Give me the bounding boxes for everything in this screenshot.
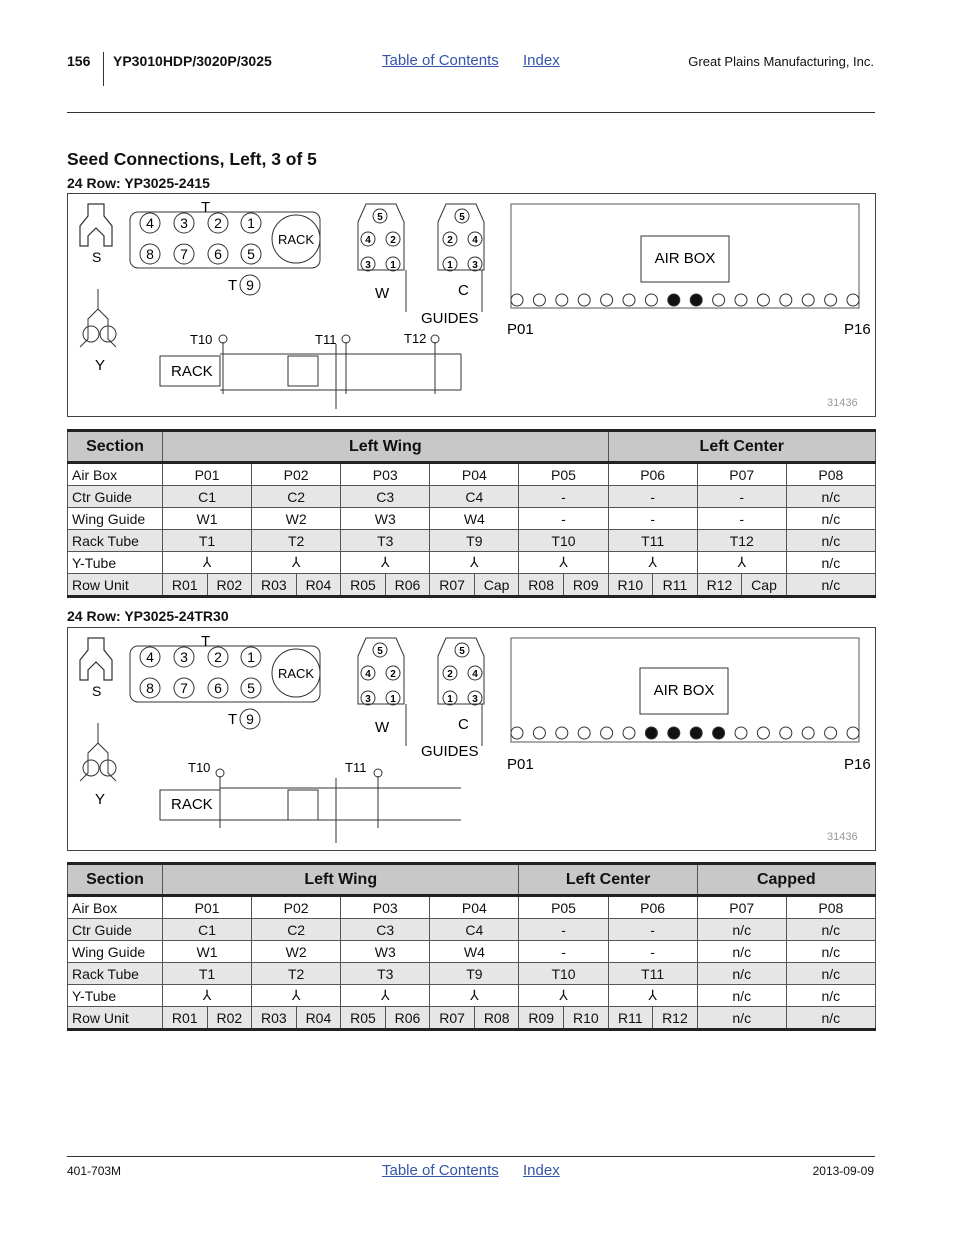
label-t9: T <box>228 277 238 294</box>
label-t: T <box>201 633 211 650</box>
header-rule <box>67 112 875 113</box>
w-port: 3 <box>365 694 371 705</box>
hopper-port: 4 <box>146 215 154 231</box>
col-header-left-center: Left Center <box>608 431 875 463</box>
hopper-port: 2 <box>214 215 222 231</box>
air-box-port <box>601 727 613 739</box>
w-port: 2 <box>390 235 396 246</box>
port-9: 9 <box>246 277 254 293</box>
footer-index-link[interactable]: Index <box>523 1162 560 1179</box>
index-link[interactable]: Index <box>523 52 560 69</box>
p01-label: P01 <box>507 756 534 773</box>
air-box-port <box>668 727 680 739</box>
hopper-port: 5 <box>247 246 255 262</box>
table-row: Air Box P01 P02 P03 P04 P05 P06 P07 P08 <box>68 463 876 486</box>
air-box-port <box>802 727 814 739</box>
footer-toc-link[interactable]: Table of Contents <box>382 1162 499 1179</box>
table-row: Y-Tube ⅄ ⅄ ⅄ ⅄ ⅄ ⅄ ⅄ n/c <box>68 552 876 574</box>
c-port: 1 <box>447 694 453 705</box>
table-row: Row Unit R01 R02 R03 R04 R05 R06 R07 R08 R09 R10 R11 R12 n/c n/c <box>68 1007 876 1030</box>
col-header-left-wing: Left Wing <box>163 864 519 896</box>
air-box-port <box>757 727 769 739</box>
air-box-port <box>713 727 725 739</box>
col-header-section: Section <box>68 864 163 896</box>
tube-label: T12 <box>404 331 427 346</box>
c-port: 2 <box>447 235 453 246</box>
tube-label: T10 <box>188 760 211 775</box>
hopper-port: 1 <box>247 649 255 665</box>
c-port: 3 <box>472 260 478 271</box>
col-header-left-center: Left Center <box>519 864 697 896</box>
p01-label: P01 <box>507 321 534 338</box>
label-s: S <box>92 683 102 699</box>
p16-label: P16 <box>844 321 871 338</box>
section2-table <box>67 862 876 1031</box>
air-box-port <box>623 727 635 739</box>
label-y: Y <box>95 357 106 374</box>
w-port: 4 <box>365 235 371 246</box>
hopper-port: 6 <box>214 680 222 696</box>
table-row: Row Unit R01 R02 R03 R04 R05 R06 R07 Cap R08 R09 R10 R11 R12 Cap n/c <box>68 574 876 597</box>
label-w: W <box>375 285 390 302</box>
air-box-port <box>601 294 613 306</box>
y-tube-icon <box>80 289 116 347</box>
w-port: 5 <box>377 646 383 657</box>
hopper-port: 7 <box>180 680 188 696</box>
hopper-manifold <box>130 212 320 295</box>
w-port: 2 <box>390 669 396 680</box>
air-box-port <box>825 727 837 739</box>
air-box-port <box>825 294 837 306</box>
table-row: Rack Tube T1 T2 T3 T9 T10 T11 n/c n/c <box>68 963 876 985</box>
air-box-port <box>690 294 702 306</box>
label-w: W <box>375 719 390 736</box>
air-box-port <box>847 727 859 739</box>
air-box-port <box>533 727 545 739</box>
figure-number: 31436 <box>827 397 858 409</box>
air-box-port <box>735 294 747 306</box>
table-row: Wing Guide W1 W2 W3 W4 - - n/c n/c <box>68 941 876 963</box>
air-box-port <box>623 294 635 306</box>
doc-code: 401-703M <box>67 1164 122 1178</box>
air-box-port <box>690 727 702 739</box>
col-header-section: Section <box>68 431 163 463</box>
air-box-port <box>713 294 725 306</box>
air-box-port <box>578 727 590 739</box>
section2-subtitle: 24 Row: YP3025-24TR30 <box>67 608 229 624</box>
hopper-port: 5 <box>247 680 255 696</box>
col-header-left-wing: Left Wing <box>163 431 609 463</box>
section1-table <box>67 429 876 598</box>
rack-bottom-label: RACK <box>171 796 213 813</box>
table-row: Ctr Guide C1 C2 C3 C4 - - n/c n/c <box>68 919 876 941</box>
p16-label: P16 <box>844 756 871 773</box>
company-name: Great Plains Manufacturing, Inc. <box>688 54 874 69</box>
section1-subtitle: 24 Row: YP3025-2415 <box>67 175 210 191</box>
air-box-port <box>757 294 769 306</box>
guides-label: GUIDES <box>421 743 479 760</box>
air-box-port <box>533 294 545 306</box>
air-box-port <box>578 294 590 306</box>
air-box-ports <box>511 294 859 306</box>
rack-top-label: RACK <box>277 232 315 247</box>
air-box-ports <box>511 727 859 739</box>
s-splitter-icon <box>80 204 112 246</box>
s-splitter-icon <box>80 638 112 680</box>
w-port: 1 <box>390 694 396 705</box>
label-t: T <box>201 199 211 216</box>
hopper-port: 8 <box>146 246 154 262</box>
hopper-manifold <box>130 646 320 729</box>
table-row: Rack Tube T1 T2 T3 T9 T10 T11 T12 n/c <box>68 530 876 552</box>
page-title: Seed Connections, Left, 3 of 5 <box>67 149 317 169</box>
rack-bottom-label: RACK <box>171 363 213 380</box>
air-box-port <box>645 727 657 739</box>
hopper-port: 8 <box>146 680 154 696</box>
section2-diagram <box>67 627 876 851</box>
air-box-port <box>668 294 680 306</box>
air-box-label: AIR BOX <box>654 250 716 267</box>
w-port: 5 <box>377 212 383 223</box>
w-port: 1 <box>390 260 396 271</box>
air-box-label: AIR BOX <box>653 682 715 699</box>
footer-rule <box>67 1156 875 1157</box>
tube-label: T11 <box>345 760 367 775</box>
w-port: 4 <box>365 669 371 680</box>
air-box-port <box>511 727 523 739</box>
label-s: S <box>92 249 102 265</box>
air-box-port <box>780 727 792 739</box>
c-port: 4 <box>472 669 478 680</box>
c-port: 1 <box>447 260 453 271</box>
y-tube-icon <box>80 723 116 781</box>
label-c: C <box>458 282 469 299</box>
table-row: Wing Guide W1 W2 W3 W4 - - - n/c <box>68 508 876 530</box>
c-port: 5 <box>459 646 465 657</box>
hopper-port: 6 <box>214 246 222 262</box>
label-y: Y <box>95 791 106 808</box>
label-t9: T <box>228 711 238 728</box>
page-number: 156 <box>67 53 91 69</box>
table-row: Y-Tube ⅄ ⅄ ⅄ ⅄ ⅄ ⅄ n/c n/c <box>68 985 876 1007</box>
col-header-capped: Capped <box>697 864 875 896</box>
hopper-port: 4 <box>146 649 154 665</box>
header-divider <box>103 52 104 86</box>
hopper-port: 3 <box>180 215 188 231</box>
model-name: YP3010HDP/3020P/3025 <box>113 53 272 69</box>
air-box-port <box>556 727 568 739</box>
tube-label: T11 <box>315 332 337 347</box>
figure-number: 31436 <box>827 831 858 843</box>
port-9: 9 <box>246 711 254 727</box>
c-port: 3 <box>472 694 478 705</box>
hopper-port: 1 <box>247 215 255 231</box>
c-port: 5 <box>459 212 465 223</box>
air-box-port <box>780 294 792 306</box>
c-port: 4 <box>472 235 478 246</box>
hopper-port: 3 <box>180 649 188 665</box>
table-row: Ctr Guide C1 C2 C3 C4 - - - n/c <box>68 486 876 508</box>
hopper-port: 2 <box>214 649 222 665</box>
air-box-port <box>802 294 814 306</box>
table-row: Air Box P01 P02 P03 P04 P05 P06 P07 P08 <box>68 896 876 919</box>
air-box-port <box>511 294 523 306</box>
toc-link[interactable]: Table of Contents <box>382 52 499 69</box>
doc-date: 2013-09-09 <box>812 1164 874 1178</box>
section1-diagram <box>67 193 876 417</box>
air-box-port <box>645 294 657 306</box>
rack-top-label: RACK <box>277 666 315 681</box>
w-port: 3 <box>365 260 371 271</box>
air-box-port <box>556 294 568 306</box>
guides-label: GUIDES <box>421 310 479 327</box>
air-box-port <box>735 727 747 739</box>
tube-label: T10 <box>190 332 213 347</box>
label-c: C <box>458 716 469 733</box>
air-box-port <box>847 294 859 306</box>
c-port: 2 <box>447 669 453 680</box>
hopper-port: 7 <box>180 246 188 262</box>
